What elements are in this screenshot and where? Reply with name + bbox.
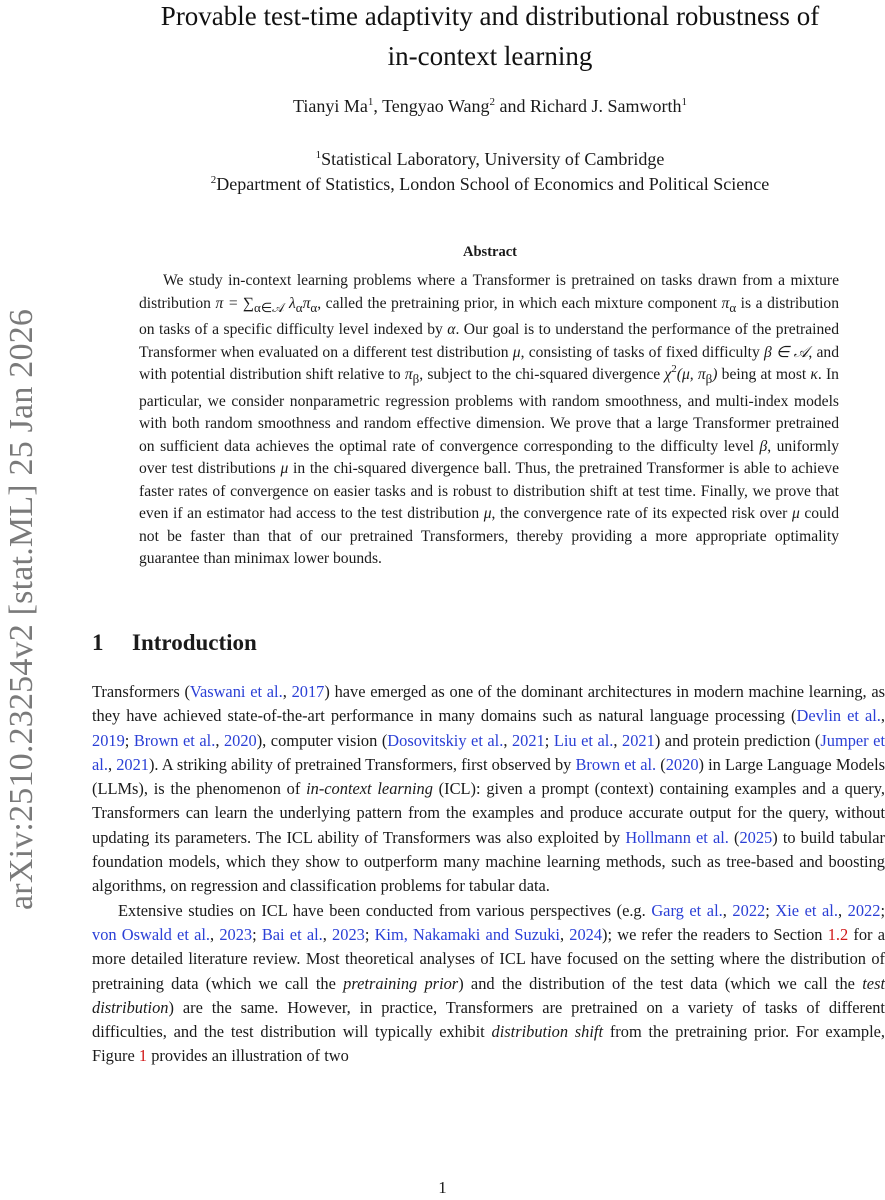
- citation-link[interactable]: Jumper et al., 2021: [92, 730, 885, 774]
- paragraph-1: [92, 680, 885, 899]
- author-separator: and: [495, 96, 530, 116]
- math: α: [447, 321, 456, 339]
- affiliation-1: [100, 149, 880, 170]
- emphasis: in-context learning: [306, 779, 433, 799]
- affiliation-text: Statistical Laboratory, University of Cambridge: [321, 149, 665, 169]
- text-run: ) are the same. However, in practice, Transformers are pretrained on a variety of tasks of different difficulties, and the test distribution will typically exhibit: [92, 997, 885, 1042]
- text-run: , called the pretraining prior, in which each mixture component: [317, 294, 722, 312]
- math: π: [302, 294, 311, 312]
- citation-link[interactable]: Kim, Nakamaki and Suzuki, 2024: [374, 924, 603, 944]
- math: κ: [810, 366, 818, 384]
- math: (μ, π: [676, 366, 706, 384]
- figure-reference-link[interactable]: 1: [138, 1046, 148, 1066]
- author-list: [100, 96, 880, 117]
- text-run: in Large Language Models (LLMs), is the phenomenon of: [92, 754, 885, 799]
- math: μ: [512, 343, 521, 361]
- emphasis: pretraining prior: [343, 973, 459, 993]
- math: β: [705, 371, 713, 387]
- text-run: for a more detailed literature review. Most theoretical analyses of ICL have focused on the setting where the distribution of pretraining data (which we call the: [92, 924, 885, 993]
- math: χ: [664, 366, 672, 384]
- citation-link[interactable]: Brown et al. (2020): [575, 754, 704, 774]
- author-2-affil-marker: 2: [489, 96, 495, 108]
- math: β: [759, 437, 768, 455]
- affiliation-marker: 1: [315, 149, 322, 161]
- affiliation-text: Department of Statistics, London School of Economics and Political Science: [216, 174, 770, 194]
- title-line-2: in-context learning: [387, 41, 593, 71]
- abstract-text: [139, 270, 839, 571]
- citation-link[interactable]: Bai et al., 2023: [261, 924, 365, 944]
- citation-link[interactable]: Xie et al., 2022: [775, 900, 881, 920]
- text-run: , uniformly over test distributions: [139, 437, 839, 478]
- page-number: 1: [438, 1178, 447, 1197]
- author-separator: ,: [373, 96, 383, 116]
- math: 2: [671, 363, 677, 376]
- math: λ: [284, 294, 296, 312]
- text-run: . Our goal is to understand the performance of the pretrained Transformer when evaluated on a different test distribution: [139, 321, 839, 361]
- citation-link[interactable]: Dosovitskiy et al., 2021: [387, 730, 545, 750]
- text-run: being at most: [717, 366, 811, 384]
- math: β: [412, 371, 420, 387]
- author-3-affil-marker: 1: [681, 96, 687, 108]
- introduction-body: [92, 680, 885, 1069]
- text-run: ;: [252, 924, 262, 944]
- math: α∈𝒜: [254, 299, 285, 315]
- author-1-affil-marker: 1: [367, 96, 374, 108]
- text-run: ;: [364, 924, 375, 944]
- section-heading-introduction: [92, 630, 257, 656]
- text-run: in the chi-squared divergence ball. Thus, the pretrained Transformer is able to achieve faster rates of convergence on easier tasks and is robust to distribution shift at test time. Finally, we prove that even if an estimator had access to the test distribution: [139, 460, 839, 523]
- section-title: Introduction: [132, 630, 257, 655]
- text-run: provides an illustration of two: [147, 1046, 349, 1066]
- section-number: 1: [92, 630, 104, 655]
- math: β ∈ 𝒜: [763, 343, 809, 361]
- emphasis: test distribution: [92, 973, 885, 1017]
- text-run: ) have emerged as one of the dominant architectures in modern machine learning, as they have achieved state-of-the-art performance in many domains such as natural language processing (: [92, 682, 885, 726]
- text-run: , the convergence rate of its expected risk over: [491, 505, 792, 523]
- text-run: ;: [880, 900, 885, 920]
- text-run: ;: [124, 730, 134, 750]
- text-run: Extensive studies on ICL have been conducted from various perspectives (e.g.: [118, 900, 652, 920]
- text-run: ) and protein prediction (: [654, 730, 821, 750]
- paper-title: [100, 0, 880, 76]
- text-run: ). A striking ability of pretrained Transformers, first observed by: [148, 754, 576, 774]
- text-run: , consisting of tasks of fixed difficulty: [520, 343, 764, 361]
- text-run: ) and the distribution of the test data (which we call the: [458, 973, 863, 993]
- math: α: [310, 299, 318, 315]
- text-run: , subject to the chi-squared divergence: [419, 366, 665, 384]
- paragraph-2: [92, 899, 885, 1069]
- section-reference-link[interactable]: 1.2: [827, 924, 849, 944]
- citation-link[interactable]: Brown et al., 2020: [133, 730, 257, 750]
- text-run: ); we refer the readers to Section: [602, 924, 828, 944]
- text-run: ;: [544, 730, 554, 750]
- math: π = ∑: [215, 294, 255, 312]
- affiliation-2: [100, 174, 880, 195]
- math: μ: [483, 505, 492, 523]
- text-run: ;: [765, 900, 776, 920]
- text-run: We study in-context learning problems where a Transformer is pretrained on tasks drawn from a mixture distribution: [139, 272, 839, 312]
- math: μ: [791, 505, 800, 523]
- text-run: Transformers (: [92, 682, 190, 701]
- text-run: (ICL): given a prompt (context) containing examples and a query, Transformers can learn the underlying pattern from the examples and produce accurate output for the query, without updating its parameters. The ICL ability of Transformers was also exploited by: [92, 779, 885, 847]
- citation-link[interactable]: Devlin et al., 2019: [92, 706, 885, 750]
- citation-link[interactable]: Liu et al., 2021: [553, 730, 655, 750]
- author-3: Richard J. Samworth: [530, 96, 682, 116]
- author-1: Tianyi Ma: [293, 96, 368, 116]
- math: π: [721, 294, 730, 312]
- math: α: [729, 299, 737, 315]
- text-run: from the pretraining prior. For example, Figure: [92, 1022, 885, 1066]
- title-line-1: Provable test-time adaptivity and distributional robustness of: [160, 1, 820, 31]
- math: α: [295, 299, 303, 315]
- text-run: , and with potential distribution shift relative to: [139, 343, 840, 384]
- abstract-heading: Abstract: [463, 244, 517, 260]
- text-run: ), computer vision (: [256, 730, 388, 750]
- text-run: to build tabular foundation models, which they show to outperform many machine learning methods, such as tree-based and boosting algorithms, on regression and classification problems for tabular data.: [92, 827, 885, 896]
- text-run: could not be faster than that of our pretrained Transformers, thereby providing a more appropriate optimality guarantee than minimax lower bounds.: [139, 505, 840, 568]
- author-2: Tengyao Wang: [382, 96, 490, 116]
- citation-link[interactable]: von Oswald et al., 2023: [92, 924, 253, 944]
- math: π: [404, 366, 413, 384]
- emphasis: distribution shift: [491, 1022, 604, 1042]
- citation-link[interactable]: Hollmann et al. (2025): [625, 827, 778, 847]
- arxiv-identifier: arXiv:2510.23254v2 [stat.ML] 25 Jan 2026: [3, 308, 40, 910]
- math: ): [712, 366, 718, 384]
- text-run: is a distribution on tasks of a specific difficulty level indexed by: [139, 294, 840, 339]
- affiliation-marker: 2: [210, 174, 217, 186]
- citation-link[interactable]: Garg et al., 2022: [651, 900, 766, 920]
- citation-link[interactable]: Vaswani et al., 2017: [189, 682, 325, 701]
- text-run: . In particular, we consider nonparametric regression problems with random smoothness, and multi-index models with both random smoothness and random effective dimension. We prove that a large Transformer pretrained on sufficient data achieves the optimal rate of convergence corresponding to the difficulty level: [139, 366, 839, 455]
- math: μ: [280, 460, 289, 478]
